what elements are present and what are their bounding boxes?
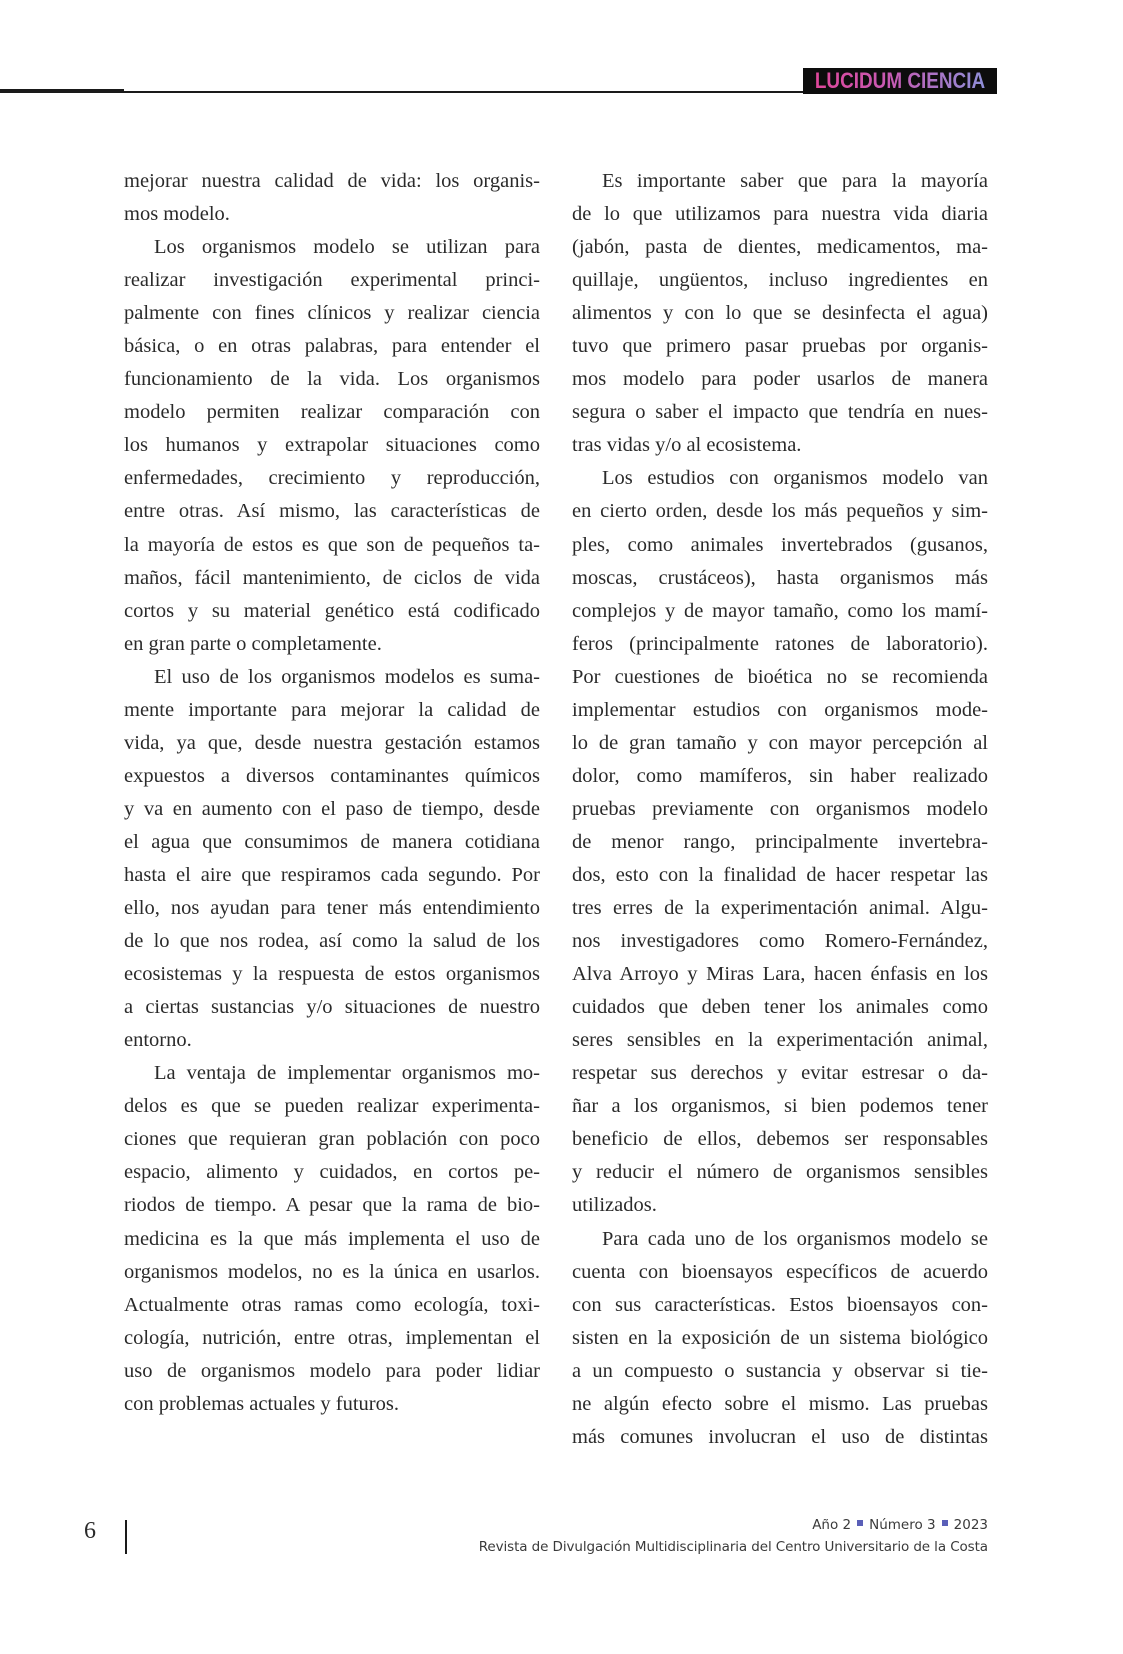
text-line: segura o saber el impacto que tendría en nues- (572, 401, 988, 424)
text-line: nos investigadores como Romero-Fernández, (572, 930, 988, 953)
header-rule (124, 91, 814, 93)
text-line: y reducir el número de organismos sensibles (572, 1161, 988, 1184)
volume-year-label: Año 2 (812, 1517, 852, 1533)
text-line: mejorar nuestra calidad de vida: los organis- (124, 170, 540, 192)
text-line: Los organismos modelo se utilizan para (154, 236, 540, 259)
text-line: ñar a los organismos, si bien podemos tener (572, 1095, 988, 1118)
text-line: beneficio de ellos, debemos ser responsables (572, 1128, 988, 1151)
text-line: ples, como animales invertebrados (gusanos, (572, 533, 988, 556)
text-line: alimentos y con lo que se desinfecta el agua) (572, 302, 988, 325)
text-line: de lo que nos rodea, así como la salud de los (124, 930, 540, 953)
text-line: mos modelo. (124, 203, 230, 226)
text-line: básica, o en otras palabras, para entender el (124, 335, 540, 358)
text-line: ciones que requieran gran población con poco (124, 1128, 540, 1151)
text-line: funcionamiento de la vida. Los organismos (124, 368, 540, 391)
text-line: Alva Arroyo y Miras Lara, hacen énfasis en los (572, 963, 988, 986)
text-line: entorno. (124, 1029, 192, 1052)
text-line: tres erres de la experimentación animal. Algu- (572, 897, 988, 920)
publication-name: Revista de Divulgación Multidisciplinaria del Centro Universitario de la Costa (478, 1539, 988, 1555)
text-line: cortos y su material genético está codificado (124, 599, 540, 622)
text-line: Por cuestiones de bioética no se recomienda (572, 665, 988, 688)
text-line: complejos y de mayor tamaño, como los mamí- (572, 599, 988, 622)
text-line: pruebas previamente con organismos modelo (572, 797, 988, 820)
text-column-right (572, 165, 988, 1454)
journal-title-banner (803, 68, 997, 94)
text-line: ecosistemas y la respuesta de estos organismos (124, 963, 540, 986)
text-line: más comunes involucran el uso de distintas (572, 1425, 988, 1448)
text-line: cuidados que deben tener los animales como (572, 996, 988, 1019)
footer-info (479, 1514, 988, 1558)
text-line: quillaje, ungüentos, incluso ingredientes en (572, 269, 988, 292)
text-line: Para cada uno de los organismos modelo se (602, 1227, 988, 1250)
text-line: expuestos a diversos contaminantes químicos (124, 764, 540, 787)
text-line: dos, esto con la finalidad de hacer respetar las (572, 863, 988, 886)
text-line: y va en aumento con el paso de tiempo, desde (124, 797, 540, 820)
text-line: los humanos y extrapolar situaciones como (124, 434, 540, 457)
text-line: tras vidas y/o al ecosistema. (572, 434, 802, 457)
text-line: de menor rango, principalmente invertebra- (572, 830, 988, 853)
text-line: hasta el aire que respiramos cada segundo. Por (124, 863, 540, 886)
text-column-left (124, 165, 540, 1421)
text-line: vida, ya que, desde nuestra gestación estamos (124, 731, 540, 754)
page-number: 6 (84, 1518, 96, 1544)
text-line: uso de organismos modelo para poder lidiar (124, 1359, 540, 1382)
text-line: la mayoría de estos es que son de pequeños ta- (124, 533, 540, 556)
text-line: Los estudios con organismos modelo van (602, 467, 988, 490)
text-line: cuenta con bioensayos específicos de acuerdo (572, 1260, 988, 1283)
text-line: palmente con fines clínicos y realizar ciencia (124, 302, 540, 325)
text-line: Es importante saber que para la mayoría (602, 170, 988, 192)
text-line: sisten en la exposición de un sistema biológico (572, 1326, 988, 1349)
text-line: enfermedades, crecimiento y reproducción, (124, 467, 540, 490)
text-line: La ventaja de implementar organismos mo- (154, 1062, 540, 1085)
text-line: (jabón, pasta de dientes, medicamentos, ma- (572, 236, 988, 259)
text-line: ne algún efecto sobre el mismo. Las pruebas (572, 1392, 988, 1415)
header-rule-thick (0, 89, 124, 93)
separator-square-icon (942, 1520, 948, 1526)
journal-title: LUCIDUM CIENCIA (814, 68, 986, 93)
text-line: implementar estudios con organismos mode- (572, 698, 988, 721)
text-line: tuvo que primero pasar pruebas por organis- (572, 335, 988, 358)
publication-year: 2023 (953, 1517, 988, 1533)
text-line: mente importante para mejorar la calidad de (124, 698, 540, 721)
text-line: cología, nutrición, entre otras, implementan el (124, 1326, 540, 1349)
text-line: realizar investigación experimental princi- (124, 269, 540, 292)
text-line: organismos modelos, no es la única en usarlos. (124, 1260, 540, 1283)
text-line: respetar sus derechos y evitar estresar o da- (572, 1062, 988, 1085)
text-line: ello, nos ayudan para tener más entendimiento (124, 897, 540, 920)
text-line: con problemas actuales y futuros. (124, 1392, 399, 1415)
text-line: utilizados. (572, 1194, 657, 1217)
text-line: medicina es la que más implementa el uso de (124, 1227, 540, 1250)
text-line: lo de gran tamaño y con mayor percepción al (572, 731, 988, 754)
text-line: mos modelo para poder usarlos de manera (572, 368, 988, 391)
text-line: El uso de los organismos modelos es suma- (154, 665, 540, 688)
text-line: feros (principalmente ratones de laboratorio). (572, 632, 988, 655)
text-line: delos es que se pueden realizar experimenta- (124, 1095, 540, 1118)
text-line: espacio, alimento y cuidados, en cortos pe- (124, 1161, 540, 1184)
page-number-divider (125, 1520, 127, 1554)
text-line: con sus características. Estos bioensayos con- (572, 1293, 988, 1316)
text-line: dolor, como mamíferos, sin haber realizado (572, 764, 988, 787)
text-line: moscas, crustáceos), hasta organismos más (572, 566, 988, 589)
text-line: en gran parte o completamente. (124, 632, 382, 655)
text-line: maños, fácil mantenimiento, de ciclos de vida (124, 566, 540, 589)
text-line: Actualmente otras ramas como ecología, toxi- (124, 1293, 540, 1316)
text-line: modelo permiten realizar comparación con (124, 401, 540, 424)
text-line: seres sensibles en la experimentación animal, (572, 1029, 988, 1052)
text-line: a un compuesto o sustancia y observar si tie- (572, 1359, 988, 1382)
text-line: entre otras. Así mismo, las características de (124, 500, 540, 523)
text-line: el agua que consumimos de manera cotidiana (124, 830, 540, 853)
separator-square-icon (857, 1520, 863, 1526)
text-line: riodos de tiempo. A pesar que la rama de bio- (124, 1194, 540, 1217)
issue-number-label: Número 3 (869, 1517, 936, 1533)
text-line: en cierto orden, desde los más pequeños y sim- (572, 500, 988, 523)
text-line: de lo que utilizamos para nuestra vida diaria (572, 203, 988, 226)
text-line: a ciertas sustancias y/o situaciones de nuestro (124, 996, 540, 1019)
issue-line (479, 1514, 988, 1536)
